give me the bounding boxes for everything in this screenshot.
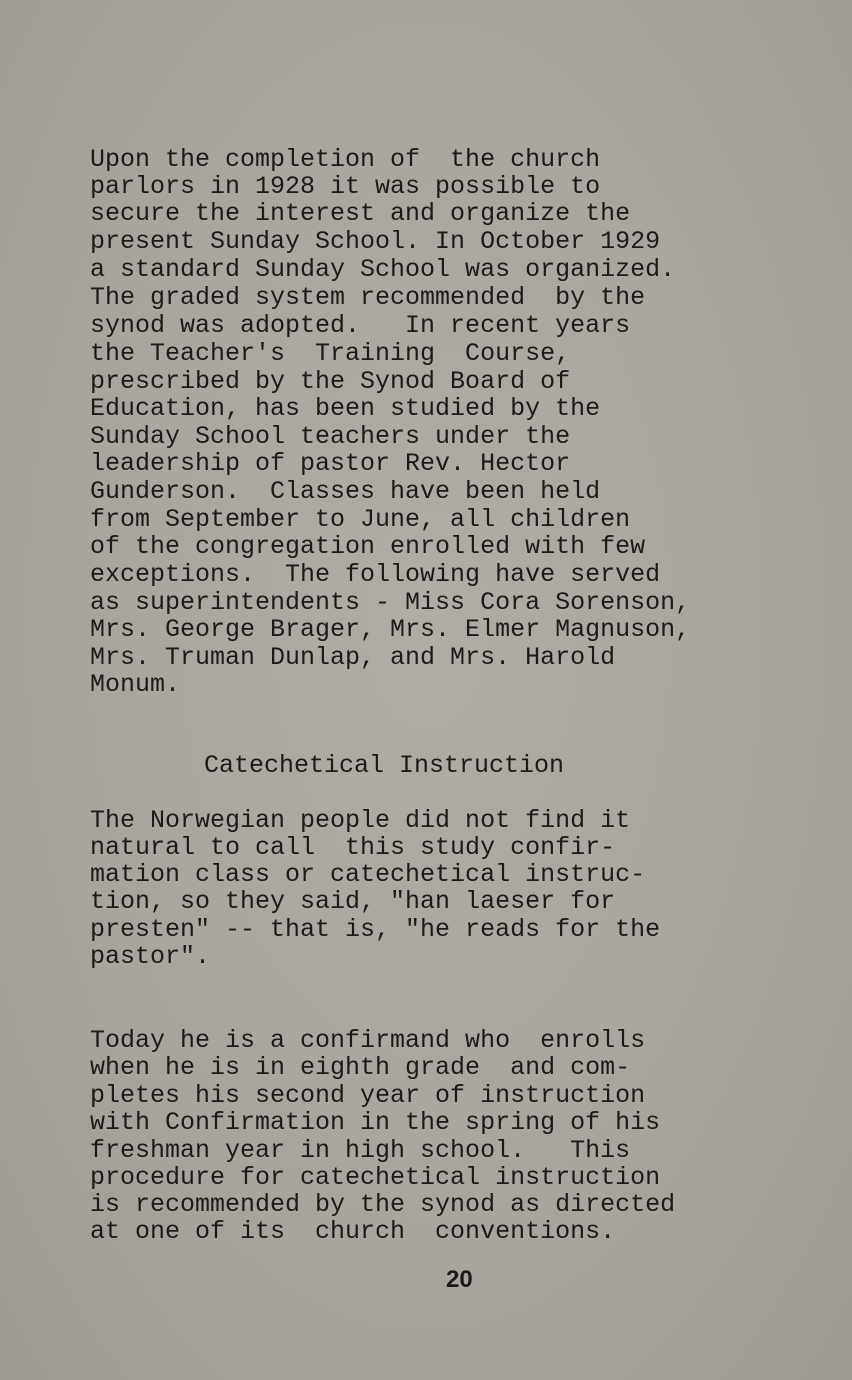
text-line: secure the interest and organize the bbox=[90, 199, 631, 228]
text-line: at one of its church conventions. bbox=[90, 1217, 616, 1246]
text-line: natural to call this study confir- bbox=[90, 833, 616, 862]
text-line: Upon the completion of the church bbox=[90, 145, 601, 174]
text-line: of the congregation enrolled with few bbox=[90, 532, 646, 561]
text-line: present Sunday School. In October 1929 bbox=[90, 227, 661, 256]
text-line: with Confirmation in the spring of his bbox=[90, 1108, 661, 1137]
text-line: parlors in 1928 it was possible to bbox=[90, 172, 601, 201]
text-line: is recommended by the synod as directed bbox=[90, 1190, 676, 1219]
text-line: tion, so they said, "han laeser for bbox=[90, 887, 616, 916]
text-line: pastor". bbox=[90, 942, 211, 971]
text-line: Education, has been studied by the bbox=[90, 394, 601, 423]
text-line: The Norwegian people did not find it bbox=[90, 806, 631, 835]
text-line: exceptions. The following have served bbox=[90, 560, 661, 589]
text-line: pletes his second year of instruction bbox=[90, 1081, 646, 1110]
text-line: The graded system recommended by the bbox=[90, 283, 646, 312]
text-line: presten" -- that is, "he reads for the bbox=[90, 915, 661, 944]
text-line: prescribed by the Synod Board of bbox=[90, 367, 571, 396]
text-line: from September to June, all children bbox=[90, 505, 631, 534]
text-line: as superintendents - Miss Cora Sorenson, bbox=[90, 588, 691, 617]
text-line: synod was adopted. In recent years bbox=[90, 311, 631, 340]
text-line: Sunday School teachers under the bbox=[90, 422, 571, 451]
text-line: mation class or catechetical instruc- bbox=[90, 860, 646, 889]
text-line: Mrs. Truman Dunlap, and Mrs. Harold bbox=[90, 643, 616, 672]
section-heading: Catechetical Instruction bbox=[204, 751, 565, 780]
text-line: when he is in eighth grade and com- bbox=[90, 1053, 631, 1082]
text-line: Mrs. George Brager, Mrs. Elmer Magnuson, bbox=[90, 615, 691, 644]
text-line: leadership of pastor Rev. Hector bbox=[90, 449, 571, 478]
page-number: 20 bbox=[446, 1266, 473, 1293]
text-line: freshman year in high school. This bbox=[90, 1136, 631, 1165]
text-line: Today he is a confirmand who enrolls bbox=[90, 1026, 646, 1055]
text-line: a standard Sunday School was organized. bbox=[90, 255, 676, 284]
text-line: Gunderson. Classes have been held bbox=[90, 477, 601, 506]
text-line: procedure for catechetical instruction bbox=[90, 1163, 661, 1192]
text-line: the Teacher's Training Course, bbox=[90, 339, 571, 368]
text-line: Monum. bbox=[90, 670, 181, 699]
